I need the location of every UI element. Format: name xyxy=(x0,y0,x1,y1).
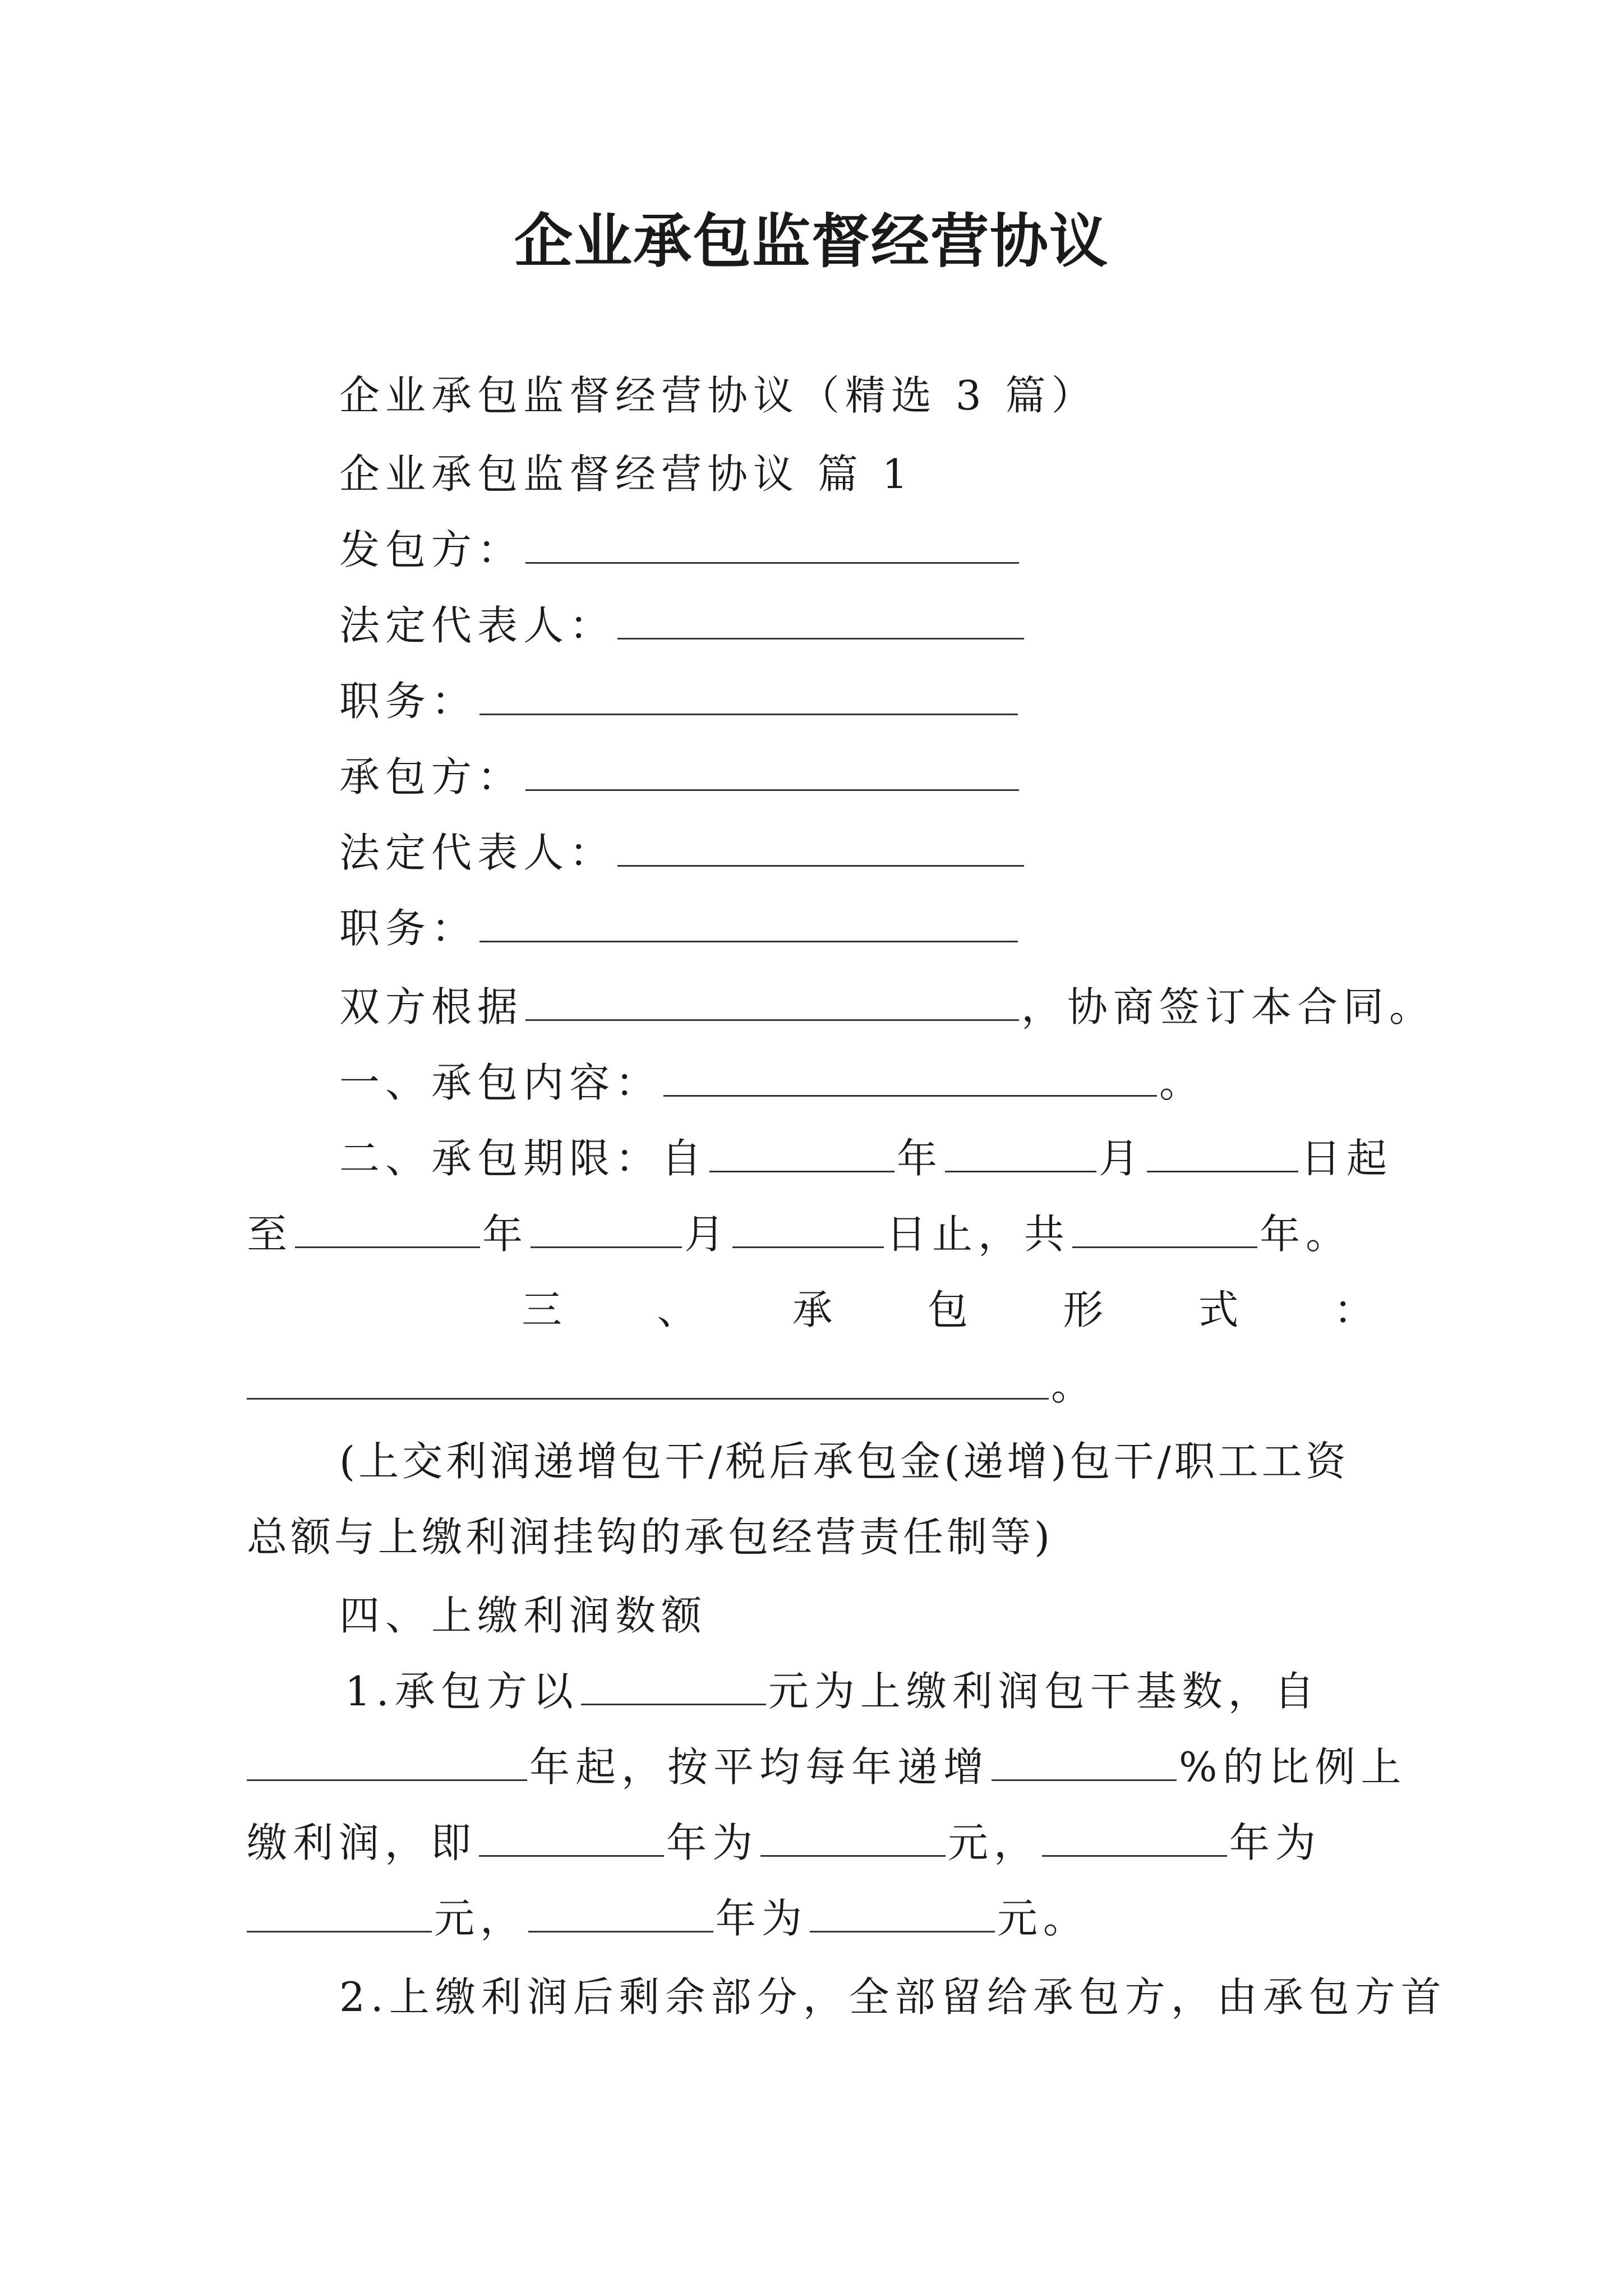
clause3-char-3: 承 xyxy=(792,1286,833,1333)
clause3-blank-line xyxy=(247,1358,1097,1414)
issuer-label: 发包方： xyxy=(339,526,524,573)
clause3-char-6: 式 xyxy=(1198,1286,1239,1333)
clause4-item1-j: 年为 xyxy=(716,1895,808,1942)
clause4-item1-h: 年为 xyxy=(1229,1819,1322,1866)
clause2-years-end-label: 年。 xyxy=(1260,1211,1352,1258)
clause4-item1-f: 年为 xyxy=(666,1819,759,1866)
clause3-note-line2: 总额与上缴利润挂钩的承包经营责任制等) xyxy=(247,1513,1054,1561)
clause4-item2: 2.上缴利润后剩余部分，全部留给承包方，由承包方首 xyxy=(339,1973,1447,2021)
clause1-blank xyxy=(663,1056,1157,1097)
clause2-end-year-blank xyxy=(295,1207,480,1248)
clause4-item1-d: %的比例上 xyxy=(1179,1743,1407,1791)
contractor-label: 承包方： xyxy=(339,753,524,800)
contractor-field xyxy=(339,749,1021,805)
clause1-suffix: 。 xyxy=(1159,1059,1206,1106)
clause4-item1-a: 1.承包方以 xyxy=(345,1668,579,1715)
section-heading: 企业承包监督经营协议 篇 1 xyxy=(339,450,914,498)
clause2-line2 xyxy=(247,1206,1352,1262)
clause1-line xyxy=(339,1055,1205,1111)
clause2-month-label: 月 xyxy=(1099,1135,1145,1182)
clause2-year-label: 年 xyxy=(897,1135,943,1182)
issuer-title-blank xyxy=(479,674,1018,715)
clause4-heading: 四、上缴利润数额 xyxy=(339,1592,708,1639)
clause4-base-amount-blank xyxy=(581,1664,766,1705)
clause3-char-2: 、 xyxy=(657,1286,698,1333)
clause2-prefix: 二、承包期限：自 xyxy=(339,1135,708,1182)
contractor-rep-field xyxy=(339,825,1026,881)
document-subtitle: 企业承包监督经营协议（精选 3 篇） xyxy=(339,372,1098,419)
issuer-title-field xyxy=(339,673,1020,729)
clause3-heading xyxy=(247,1282,1374,1338)
clause2-day-end-label: 日止，共 xyxy=(886,1211,1071,1258)
issuer-field xyxy=(339,522,1021,578)
clause2-end-day-blank xyxy=(732,1207,884,1248)
clause4-item1-line4 xyxy=(247,1890,1089,1947)
basis-suffix: ，协商签订本合同。 xyxy=(1021,983,1436,1030)
contractor-blank xyxy=(525,750,1019,791)
clause2-end-month-blank xyxy=(531,1207,682,1248)
clause4-item1-c: 年起，按平均每年递增 xyxy=(529,1743,990,1791)
issuer-title-label: 职务： xyxy=(339,678,478,725)
issuer-rep-label: 法定代表人： xyxy=(339,602,616,649)
contractor-rep-blank xyxy=(617,826,1024,867)
clause2-end-year-label: 年 xyxy=(482,1211,529,1258)
clause2-to-label: 至 xyxy=(247,1211,293,1258)
clause4-start-year-blank xyxy=(247,1740,527,1781)
clause3-suffix: 。 xyxy=(1051,1362,1098,1409)
issuer-rep-blank xyxy=(617,599,1024,639)
clause4-rate-blank xyxy=(992,1740,1177,1781)
clause2-start-day-blank xyxy=(1147,1131,1298,1172)
clause2-start-year-blank xyxy=(709,1131,895,1172)
clause4-amount2-blank xyxy=(247,1892,432,1932)
clause4-item1-line1 xyxy=(345,1663,1320,1719)
clause3-char-4: 包 xyxy=(927,1286,968,1333)
clause4-year2-blank xyxy=(1042,1816,1227,1857)
clause4-item1-b: 元为上缴利润包干基数，自 xyxy=(768,1668,1320,1715)
contractor-rep-label: 法定代表人： xyxy=(339,829,616,876)
basis-line xyxy=(339,979,1435,1035)
clause4-year1-blank xyxy=(479,1816,664,1857)
clause3-blank xyxy=(247,1359,1049,1400)
clause3-char-5: 形 xyxy=(1063,1286,1104,1333)
document-title: 企业承包监督经营协议 xyxy=(514,207,1109,275)
clause2-end-month-label: 月 xyxy=(684,1211,731,1258)
clause4-item1-i: 元， xyxy=(434,1895,527,1942)
clause3-char-7: ： xyxy=(1333,1286,1374,1333)
clause3-char-1: 三 xyxy=(522,1286,562,1333)
issuer-rep-field xyxy=(339,597,1026,654)
clause1-prefix: 一、承包内容： xyxy=(339,1059,662,1106)
clause4-item1-line3 xyxy=(247,1815,1321,1871)
contractor-title-label: 职务： xyxy=(339,905,478,952)
clause2-start-month-blank xyxy=(945,1131,1096,1172)
clause4-item1-line2 xyxy=(247,1739,1407,1795)
clause2-total-years-blank xyxy=(1072,1207,1257,1248)
clause4-item1-g: 元， xyxy=(948,1819,1040,1866)
clause4-item1-k: 元。 xyxy=(997,1895,1090,1942)
clause3-note-line1: (上交利润递增包干/税后承包金(递增)包干/职工工资 xyxy=(339,1438,1349,1485)
contractor-title-field xyxy=(339,900,1020,956)
clause4-amount3-blank xyxy=(810,1892,995,1932)
clause2-line1 xyxy=(339,1130,1393,1186)
contractor-title-blank xyxy=(479,901,1018,942)
basis-blank xyxy=(525,980,1019,1021)
clause4-year3-blank xyxy=(528,1892,713,1932)
clause4-amount1-blank xyxy=(760,1816,946,1857)
basis-prefix: 双方根据 xyxy=(339,983,524,1030)
clause2-day-start-label: 日起 xyxy=(1301,1135,1393,1182)
clause4-item1-e: 缴利润，即 xyxy=(247,1819,477,1866)
issuer-blank xyxy=(525,523,1019,564)
